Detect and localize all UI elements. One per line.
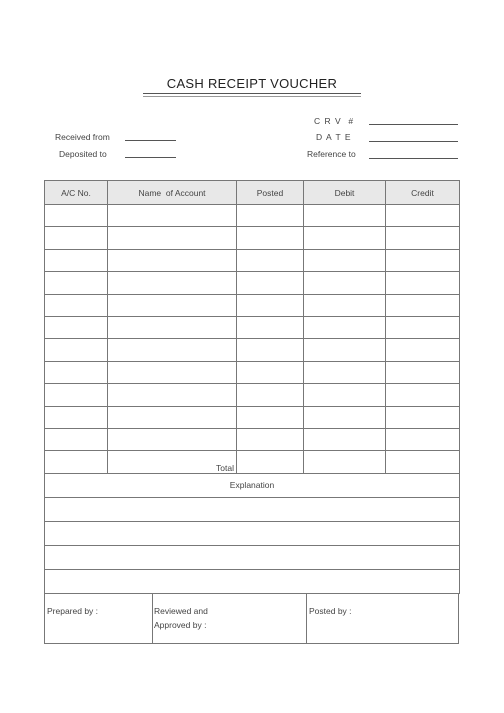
col-ac-no: A/C No. [45,181,108,205]
date-line[interactable] [369,141,458,142]
title-underline-secondary [143,96,361,97]
explanation-header-row [45,473,460,497]
explanation-line[interactable] [45,521,460,545]
posted-by-label: Posted by : [309,606,352,616]
date-label: D A T E [316,132,352,142]
table-row[interactable] [45,428,460,450]
total-label: Total [108,451,237,473]
col-name-of-account: Name of Account [108,181,237,205]
reference-to-line[interactable] [369,158,458,159]
table-header-row [45,181,460,205]
col-posted: Posted [237,181,304,205]
approved-by-label: Approved by : [154,620,207,630]
table-row[interactable] [45,361,460,383]
total-row[interactable] [45,451,460,473]
deposited-to-label: Deposited to [59,149,107,159]
table-row[interactable] [45,205,460,227]
table-row[interactable] [45,339,460,361]
signature-footer [44,594,459,644]
explanation-line[interactable] [45,497,460,521]
table-row[interactable] [45,384,460,406]
prepared-by-label: Prepared by : [47,606,99,616]
reviewed-and-label: Reviewed and [154,606,208,616]
prepared-by-cell[interactable] [45,594,153,643]
table-row[interactable] [45,272,460,294]
crv-label: C R V # [314,116,355,126]
table-row[interactable] [45,227,460,249]
voucher-table [44,180,459,594]
table-row[interactable] [45,294,460,316]
deposited-to-line[interactable] [125,157,176,158]
voucher-title: CASH RECEIPT VOUCHER [166,76,338,91]
table-row[interactable] [45,249,460,271]
reviewed-approved-cell[interactable] [153,594,307,643]
table-row[interactable] [45,406,460,428]
col-credit: Credit [386,181,460,205]
reference-to-label: Reference to [307,149,356,159]
title-underline [143,93,361,94]
col-debit: Debit [304,181,386,205]
received-from-label: Received from [55,132,110,142]
table-row[interactable] [45,316,460,338]
posted-by-cell[interactable] [307,594,458,643]
explanation-label: Explanation [45,473,460,497]
received-from-line[interactable] [125,140,176,141]
crv-line[interactable] [369,124,458,125]
explanation-line[interactable] [45,546,460,570]
explanation-line[interactable] [45,570,460,594]
